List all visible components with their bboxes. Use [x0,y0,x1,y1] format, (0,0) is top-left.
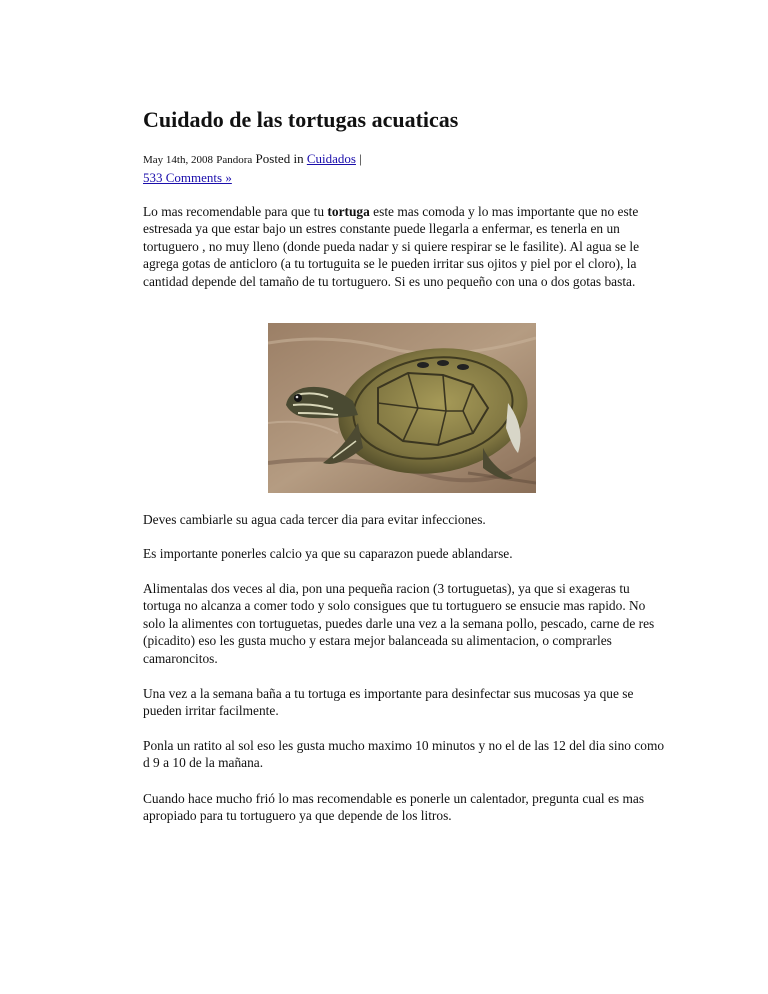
post-date: May 14th, 2008 [143,154,213,166]
meta-separator: | [359,151,362,166]
article-title: Cuidado de las tortugas acuaticas [143,107,459,132]
comments-link[interactable]: 533 Comments » [143,170,232,185]
turtle-photo [268,323,536,493]
paragraph-calcium: Es importante ponerles calcio ya que su caparazon puede ablandarse. [143,546,513,561]
posted-in-label: Posted in [255,151,304,166]
intro-text-after: este mas comoda y lo mas importante que no este estresada ya que estar bajo un estres constante puede llegarla a enfermar, es tenerla en un tortuguero , no muy lleno (donde pueda nadar y si quiere respirar se le fasilite). Al agua se le agrega gotas de anticloro (a tu tortuguita se le pueden irritar sus ojitos y piel por el cloro), la cantidad depende del tamaño de tu tortuguero. Si es uno pequeño con una o dos gotas basta. [143,204,640,289]
post-meta [143,150,362,187]
intro-paragraph [143,203,665,290]
intro-text-before: Lo mas recomendable para que tu [143,204,328,219]
paragraph-heater: Cuando hace mucho frió lo mas recomendable es ponerle un calentador, pregunta cual es mas apropiado para tu tortuguero ya que depende de los litros. [143,791,645,824]
intro-bold-keyword: tortuga [327,204,370,219]
paragraph-feeding: Alimentalas dos veces al dia, pon una pequeña racion (3 tortuguetas), ya que si exageras tu tortuga no alcanza a comer todo y solo consigues que tu tortuguero se ensucie mas rapido. No solo la alimentes con tortuguetas, puedes darle una vez a la semana pollo, pescado, carne de res (picadito) eso les gusta mucho y estara mejor balanceada su alimentacion, o comprarles camaroncitos. [143,581,655,666]
paragraph-sun: Ponla un ratito al sol eso les gusta mucho maximo 10 minutos y no el de las 12 del dia sino como d 9 a 10 de la mañana. [143,738,665,771]
post-author: Pandora [216,154,253,166]
category-link[interactable]: Cuidados [306,151,356,166]
paragraph-bathing: Una vez a la semana baña a tu tortuga es importante para desinfectar sus mucosas ya que se pueden irritar facilmente. [143,686,634,719]
paragraph-water: Deves cambiarle su agua cada tercer dia para evitar infecciones. [143,512,486,527]
